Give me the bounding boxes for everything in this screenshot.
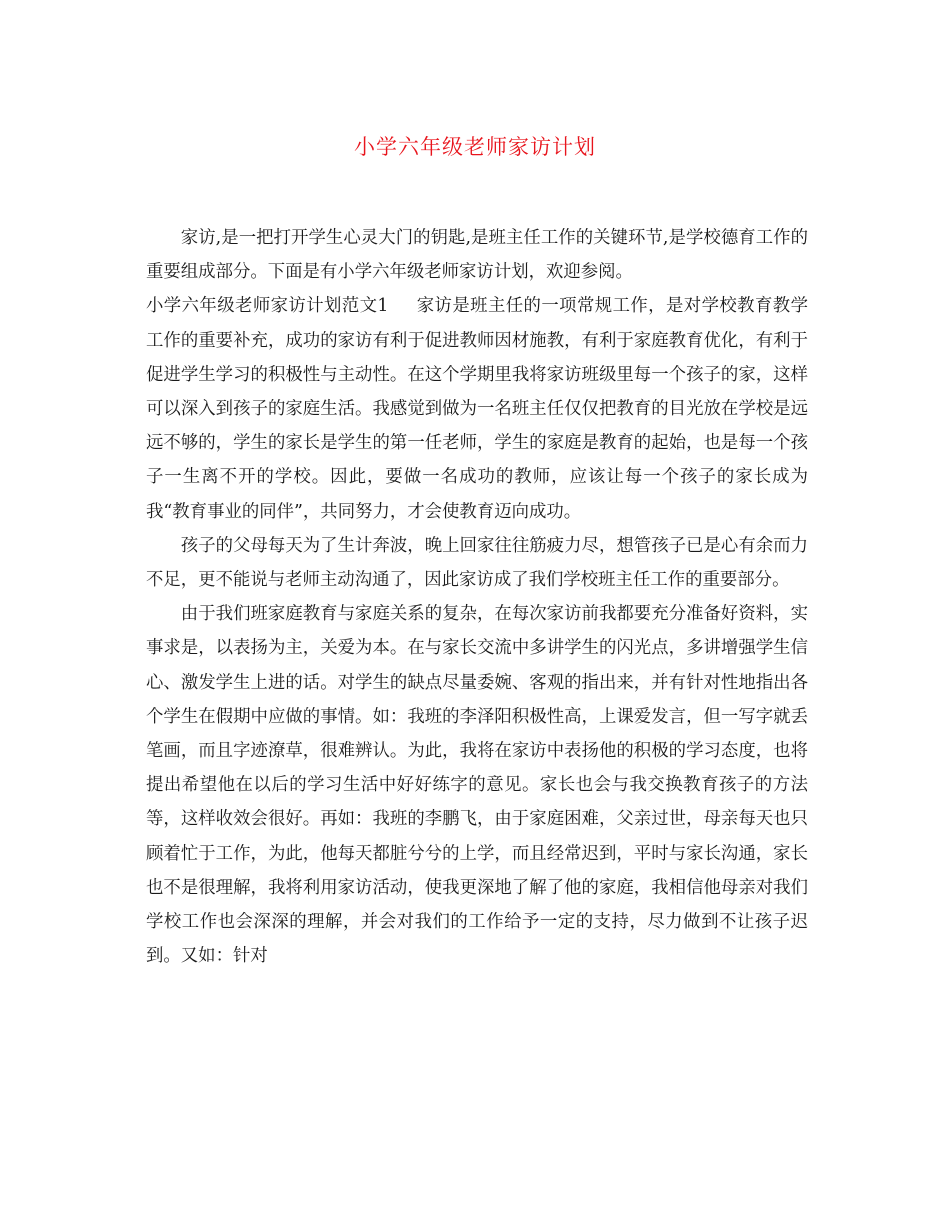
- paragraph-3: 由于我们班家庭教育与家庭关系的复杂，在每次家访前我都要充分准备好资料，实事求是，以表扬为主，关爱为本。在与家长交流中多讲学生的闪光点，多讲增强学生信心、激发学生上进的话。对学生的缺点尽量委婉、客观的指出来，并有针对性地指出各个学生在假期中应做的事情。如：我班的李泽阳积极性高，上课爱发言，但一写字就丢笔画，而且字迹潦草，很难辨认。为此，我将在家访中表扬他的积极的学习态度，也将提出希望他在以后的学习生活中好好练字的意见。家长也会与我交换教育孩子的方法等，这样收效会很好。再如：我班的李鹏飞，由于家庭困难，父亲过世，母亲每天也只顾着忙于工作，为此，他每天都脏兮兮的上学，而且经常迟到，平时与家长沟通，家长也不是很理解，我将利用家访活动，使我更深地了解了他的家庭，我相信他母亲对我们学校工作也会深深的理解，并会对我们的工作给予一定的支持，尽力做到不让孩子迟到。又如：针对: [146, 604, 808, 967]
- section-paragraph: [146, 289, 808, 528]
- section-text: 家访是班主任的一项常规工作，是对学校教育教学工作的重要补充，成功的家访有利于促进教师因材施教，有利于家庭教育优化，有利于促进学生学习的积极性与主动性。在这个学期里我将家访班级里每一个孩子的家，这样可以深入到孩子的家庭生活。我感觉到做为一名班主任仅仅把教育的目光放在学校是远远不够的，学生的家长是学生的第一任老师，学生的家庭是教育的起始，也是每一个孩子一生离不开的学校。因此，要做一名成功的教师，应该让每一个孩子的家长成为我“教育事业的同伴”，共同努力，才会使教育迈向成功。: [146, 296, 808, 522]
- document-title: 小学六年级老师家访计划: [354, 135, 596, 159]
- section-label: 小学六年级老师家访计划范文1: [146, 296, 389, 317]
- paragraph-2: 孩子的父母每天为了生计奔波，晚上回家往往筋疲力尽，想管孩子已是心有余而力不足，更不能说与老师主动沟通了，因此家访成了我们学校班主任工作的重要部分。: [146, 535, 808, 591]
- intro-paragraph: 家访,是一把打开学生心灵大门的钥匙,是班主任工作的关键环节,是学校德育工作的重要组成部分。下面是有小学六年级老师家访计划，欢迎参阅。: [146, 228, 808, 283]
- document-body: [146, 221, 808, 973]
